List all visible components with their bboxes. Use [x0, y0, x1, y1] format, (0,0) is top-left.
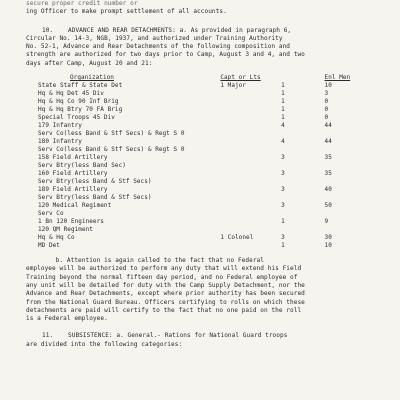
capt-cell	[220, 162, 281, 170]
organization-cell: 120 Medical Regiment	[38, 202, 112, 210]
capt-cell: 1 Colonel	[220, 234, 254, 242]
table-row	[38, 98, 368, 106]
text-line: ing Officer to make prompt settlement of all accounts.	[26, 8, 227, 16]
organization-cell: Hq & Hq Btry 70 FA Brig	[38, 106, 123, 114]
table-row	[38, 82, 368, 90]
organization-cell: Serv Co(less Band & Stf Secs) & Regt S 0	[38, 130, 185, 138]
enl-cell	[325, 226, 368, 234]
top-text	[26, 0, 386, 17]
capt-cell: 1 Major	[220, 82, 246, 90]
organization-cell: Hq & Hq Co 90 Inf Brig	[38, 98, 119, 106]
lts-cell: 3	[281, 154, 285, 162]
text-line: days after Camp, August 20 and 21:	[26, 59, 153, 67]
lts-cell: 1	[281, 82, 285, 90]
lts-cell	[281, 146, 324, 154]
text-line: employee will be authorized to perform any duty that will extend his Field	[26, 265, 302, 273]
organization-cell: 120 QM Regiment	[38, 226, 93, 234]
table-header	[38, 74, 368, 82]
lts-cell: 3	[281, 170, 285, 178]
text-line: detachments are paid will certify to the fact that no one paid on the roll	[26, 306, 302, 314]
organization-cell: Serv Btry(less Band & Stf Secs)	[38, 194, 152, 202]
text-line: from the National Guard Bureau. Officers certifying to rolls on which these	[26, 298, 305, 306]
paragraph-11	[26, 332, 386, 349]
enl-cell: 0	[324, 106, 329, 114]
table-row	[38, 90, 368, 98]
header-organization: Organization	[70, 74, 114, 82]
capt-cell	[220, 210, 281, 218]
capt-cell	[220, 146, 281, 154]
enl-cell: 35	[324, 170, 332, 178]
lts-cell: 4	[281, 138, 285, 146]
capt-cell	[220, 114, 281, 122]
organization-cell: 180 Infantry	[38, 138, 82, 146]
table-row	[38, 146, 368, 154]
capt-cell	[220, 154, 281, 162]
lts-cell: 1	[281, 106, 285, 114]
text-line: b. Attention is again called to the fact that no Federal	[26, 257, 264, 265]
table-row	[38, 162, 368, 170]
enl-cell	[325, 194, 368, 202]
table-row	[38, 242, 368, 250]
lts-cell: 3	[281, 202, 285, 210]
lts-cell: 1	[281, 218, 285, 226]
paragraph-10b	[26, 257, 386, 323]
header-capt: Capt or Lts	[220, 74, 261, 82]
capt-cell	[220, 106, 281, 114]
lts-cell: 1	[281, 114, 285, 122]
lts-cell	[281, 210, 324, 218]
table-row	[38, 210, 368, 218]
table-row	[38, 186, 368, 194]
lts-cell	[281, 162, 324, 170]
enl-cell: 10	[324, 242, 332, 250]
enl-cell: 50	[324, 202, 332, 210]
enl-cell: 9	[324, 218, 329, 226]
lts-cell: 1	[281, 98, 285, 106]
detachment-table	[38, 74, 368, 250]
capt-cell	[220, 90, 281, 98]
organization-cell: 1 Bn 120 Engineers	[38, 218, 104, 226]
table-row	[38, 202, 368, 210]
organization-cell: Special Troops 45 Div	[38, 114, 115, 122]
capt-cell	[220, 138, 281, 146]
organization-cell: 179 Infantry	[38, 122, 82, 130]
enl-cell: 10	[324, 82, 332, 90]
table-row	[38, 194, 368, 202]
text-line: No. 52-1, Advance and Rear Detachments of the following composition and	[26, 43, 291, 51]
capt-cell	[220, 98, 281, 106]
lts-cell	[281, 194, 324, 202]
table-row	[38, 122, 368, 130]
organization-cell: Serv Co	[38, 210, 64, 218]
text-line: 10. ADVANCE AND REAR DETACHMENTS: a. As provided in paragraph 6,	[42, 26, 292, 34]
organization-cell: Hq & Hq Co	[38, 234, 75, 242]
paragraph-10	[26, 27, 386, 68]
text-line: is a Federal employee.	[26, 315, 108, 323]
capt-cell	[220, 194, 281, 202]
capt-cell	[220, 178, 281, 186]
enl-cell: 44	[324, 138, 332, 146]
organization-cell: Serv Btry(less Band Sec)	[38, 162, 126, 170]
table-row	[38, 226, 368, 234]
capt-cell	[220, 202, 281, 210]
organization-cell: Serv Co(less Band & Stf Secs) & Regt S 0	[38, 146, 185, 154]
text-line: Advance and Rear Detachments, except where prior authority has been secured	[26, 290, 305, 298]
header-enl: Enl Men	[324, 74, 351, 82]
table-row	[38, 154, 368, 162]
lts-cell: 1	[281, 90, 285, 98]
capt-cell	[220, 218, 281, 226]
organization-cell: MD Det	[38, 242, 60, 250]
table-row	[38, 170, 368, 178]
organization-cell: State Staff & State Det	[38, 82, 123, 90]
lts-cell: 3	[281, 234, 285, 242]
enl-cell: 44	[324, 122, 332, 130]
text-line: 11. SUBSISTENCE: a. General.- Rations for National Guard troops	[42, 332, 288, 340]
enl-cell	[325, 162, 368, 170]
enl-cell: 3	[324, 90, 329, 98]
enl-cell	[325, 130, 368, 138]
enl-cell	[325, 178, 368, 186]
capt-cell	[220, 186, 281, 194]
organization-cell: 189 Field Artillery	[38, 186, 108, 194]
table-row	[38, 114, 368, 122]
lts-cell	[281, 178, 324, 186]
enl-cell: 0	[324, 98, 329, 106]
lts-cell: 3	[281, 186, 285, 194]
lts-cell	[281, 130, 324, 138]
organization-cell: 160 Field Artillery	[38, 170, 108, 178]
text-line: are divided into the following categories:	[26, 340, 183, 348]
capt-cell	[220, 170, 281, 178]
capt-cell	[220, 130, 281, 138]
organization-cell: 158 Field Artillery	[38, 154, 108, 162]
text-line: Training beyond the normal fifteen day period, and no Federal employee of	[26, 273, 298, 281]
lts-cell: 4	[281, 122, 285, 130]
enl-cell: 35	[324, 154, 332, 162]
organization-cell: Serv Btry(less Band & Stf Secs)	[38, 178, 152, 186]
lts-cell	[281, 226, 324, 234]
capt-cell	[220, 226, 281, 234]
enl-cell: 0	[324, 114, 329, 122]
enl-cell	[325, 210, 368, 218]
table-row	[38, 234, 368, 242]
text-line: strength are authorized for two days prior to Camp, August 3 and 4, and two	[26, 51, 305, 59]
lts-cell: 1	[281, 242, 285, 250]
text-line: secure proper credit number or	[26, 0, 138, 7]
text-line: any unit will be detailed for duty with the Camp Supply Detachment, nor the	[26, 281, 305, 289]
table-row	[38, 218, 368, 226]
organization-cell: Hq & Hq Det 45 Div	[38, 90, 104, 98]
text-line: Circular No. 14-3, NGB, 1937, and authorized under Training Authority	[26, 34, 283, 42]
table-row	[38, 130, 368, 138]
capt-cell	[220, 122, 281, 130]
table-row	[38, 178, 368, 186]
table-row	[38, 138, 368, 146]
enl-cell: 40	[324, 186, 332, 194]
table-row	[38, 106, 368, 114]
enl-cell: 30	[324, 234, 332, 242]
enl-cell	[325, 146, 368, 154]
capt-cell	[220, 242, 281, 250]
